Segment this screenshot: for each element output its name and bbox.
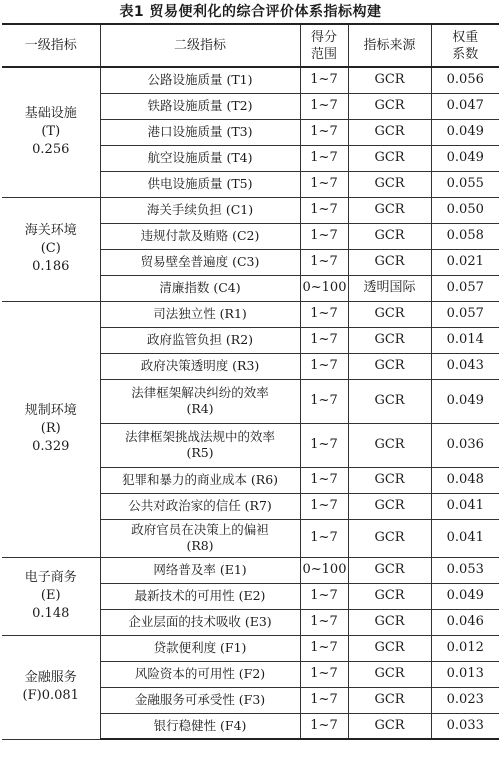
score-range: 1~7 [300, 687, 348, 713]
indicator-label [100, 301, 300, 327]
weight-coefficient: 0.048 [431, 467, 499, 493]
weight-coefficient: 0.050 [431, 197, 499, 223]
weight-coefficient: 0.047 [431, 93, 499, 119]
weight-coefficient: 0.041 [431, 493, 499, 519]
indicator-label [100, 353, 300, 379]
indicator-label-text: 违规付款及贿赂 (C2) [140, 228, 260, 243]
indicator-label [100, 423, 300, 467]
indicator-source: GCR [348, 249, 431, 275]
header-level1: 一级指标 [2, 24, 100, 67]
indicator-label [100, 635, 300, 661]
weight-coefficient: 0.049 [431, 583, 499, 609]
indicator-label [100, 119, 300, 145]
indicator-source: GCR [348, 197, 431, 223]
score-range: 1~7 [300, 223, 348, 249]
indicator-label-text: 航空设施质量 (T4) [147, 150, 253, 165]
score-range: 0~100 [300, 275, 348, 301]
indicator-source: GCR [348, 635, 431, 661]
score-range: 1~7 [300, 635, 348, 661]
header-level2: 二级指标 [100, 24, 300, 67]
weight-coefficient: 0.049 [431, 379, 499, 423]
group-label-text: 海关环境 (C) 0.186 [24, 223, 77, 274]
indicator-source: GCR [348, 145, 431, 171]
weight-coefficient: 0.046 [431, 609, 499, 635]
score-range: 1~7 [300, 67, 348, 93]
score-range: 1~7 [300, 423, 348, 467]
header-row [2, 24, 499, 67]
indicator-label [100, 661, 300, 687]
weight-coefficient: 0.057 [431, 301, 499, 327]
weight-coefficient: 0.033 [431, 713, 499, 739]
score-range: 1~7 [300, 583, 348, 609]
indicator-source: GCR [348, 519, 431, 557]
score-range: 1~7 [300, 661, 348, 687]
indicator-source: GCR [348, 609, 431, 635]
indicator-source: GCR [348, 171, 431, 197]
indicator-label-text: 法律框架挑战法规中的效率 (R5) [124, 429, 275, 460]
indicator-label [100, 275, 300, 301]
indicator-label-text: 法律框架解决纠纷的效率 (R4) [131, 385, 269, 416]
score-range: 1~7 [300, 301, 348, 327]
score-range: 1~7 [300, 171, 348, 197]
weight-coefficient: 0.043 [431, 353, 499, 379]
weight-coefficient: 0.013 [431, 661, 499, 687]
table-row [2, 301, 499, 327]
indicator-label [100, 467, 300, 493]
indicator-source: GCR [348, 353, 431, 379]
indicator-label-text: 公路设施质量 (T1) [147, 72, 253, 88]
indicator-source: GCR [348, 379, 431, 423]
indicator-label-text: 海关手续负担 (C1) [146, 202, 254, 217]
group-label [2, 635, 100, 739]
indicator-label [100, 197, 300, 223]
header-range-text: 得分 范围 [310, 29, 337, 62]
group-label [2, 67, 100, 197]
table-row [2, 67, 499, 93]
score-range: 1~7 [300, 713, 348, 739]
score-range: 1~7 [300, 327, 348, 353]
indicator-label [100, 67, 300, 93]
indicator-table [2, 23, 499, 740]
indicator-source: GCR [348, 119, 431, 145]
header-weight [431, 24, 499, 67]
score-range: 1~7 [300, 519, 348, 557]
weight-coefficient: 0.036 [431, 423, 499, 467]
indicator-label-text: 司法独立性 (R1) [153, 306, 247, 321]
indicator-label [100, 519, 300, 557]
table-body [2, 67, 499, 739]
indicator-label-text: 政府决策透明度 (R3) [140, 358, 260, 373]
weight-coefficient: 0.014 [431, 327, 499, 353]
score-range: 1~7 [300, 609, 348, 635]
indicator-label-text: 供电设施质量 (T5) [147, 176, 253, 191]
indicator-label [100, 379, 300, 423]
indicator-label-text: 网络普及率 (E1) [153, 562, 247, 577]
indicator-label-text: 贸易壁垒普遍度 (C3) [140, 254, 260, 269]
indicator-label-text: 政府监管负担 (R2) [146, 332, 254, 347]
indicator-source: GCR [348, 713, 431, 739]
indicator-label [100, 93, 300, 119]
indicator-label [100, 493, 300, 519]
indicator-label-text: 铁路设施质量 (T2) [147, 98, 253, 113]
score-range: 1~7 [300, 379, 348, 423]
score-range: 0~100 [300, 557, 348, 583]
table-header [2, 24, 499, 67]
group-label-text: 基础设施 (T) 0.256 [24, 106, 77, 158]
indicator-source: GCR [348, 301, 431, 327]
group-label [2, 197, 100, 301]
score-range: 1~7 [300, 197, 348, 223]
indicator-source: GCR [348, 557, 431, 583]
indicator-label [100, 327, 300, 353]
indicator-source: GCR [348, 327, 431, 353]
indicator-source: GCR [348, 467, 431, 493]
score-range: 1~7 [300, 145, 348, 171]
weight-coefficient: 0.049 [431, 119, 499, 145]
score-range: 1~7 [300, 353, 348, 379]
indicator-label-text: 企业层面的技术吸收 (E3) [128, 614, 272, 629]
indicator-label [100, 583, 300, 609]
indicator-source: GCR [348, 661, 431, 687]
indicator-label [100, 249, 300, 275]
group-label-text: 电子商务 (E) 0.148 [24, 570, 77, 621]
indicator-label-text: 公共对政治家的信任 (R7) [128, 498, 272, 513]
weight-coefficient: 0.057 [431, 275, 499, 301]
table-row [2, 557, 499, 583]
weight-coefficient: 0.058 [431, 223, 499, 249]
indicator-label [100, 609, 300, 635]
indicator-label-text: 风险资本的可用性 (F2) [134, 666, 266, 681]
indicator-label-text: 贷款便利度 (F1) [153, 640, 247, 655]
indicator-label [100, 145, 300, 171]
indicator-label-text: 犯罪和暴力的商业成本 (R6) [121, 472, 279, 487]
indicator-label [100, 223, 300, 249]
indicator-label [100, 687, 300, 713]
indicator-source: GCR [348, 67, 431, 93]
indicator-source: GCR [348, 583, 431, 609]
indicator-label-text: 政府官员在决策上的偏袒 (R8) [131, 522, 269, 553]
indicator-label [100, 557, 300, 583]
header-source: 指标来源 [348, 24, 431, 67]
group-label-text: 规制环境 (R) 0.329 [24, 403, 77, 454]
indicator-source: 透明国际 [348, 275, 431, 301]
indicator-source: GCR [348, 93, 431, 119]
group-label [2, 557, 100, 635]
indicator-label [100, 713, 300, 739]
indicator-label-text: 清廉指数 (C4) [159, 280, 241, 295]
score-range: 1~7 [300, 493, 348, 519]
group-label [2, 301, 100, 557]
weight-coefficient: 0.055 [431, 171, 499, 197]
indicator-label-text: 港口设施质量 (T3) [147, 124, 253, 139]
weight-coefficient: 0.053 [431, 557, 499, 583]
table-title: 表1 贸易便利化的综合评价体系指标构建 [119, 4, 382, 20]
indicator-source: GCR [348, 493, 431, 519]
table-row [2, 635, 499, 661]
indicator-label-text: 金融服务可承受性 (F3) [134, 692, 266, 707]
group-label-text: 金融服务 (F)0.081 [22, 670, 79, 703]
score-range: 1~7 [300, 467, 348, 493]
indicator-source: GCR [348, 423, 431, 467]
indicator-label [100, 171, 300, 197]
header-range [300, 24, 348, 67]
score-range: 1~7 [300, 119, 348, 145]
indicator-label-text: 银行稳健性 (F4) [153, 717, 247, 733]
weight-coefficient: 0.056 [431, 67, 499, 93]
score-range: 1~7 [300, 93, 348, 119]
weight-coefficient: 0.041 [431, 519, 499, 557]
weight-coefficient: 0.023 [431, 687, 499, 713]
header-weight-text: 权重 系数 [452, 29, 479, 62]
table-row [2, 197, 499, 223]
weight-coefficient: 0.012 [431, 635, 499, 661]
weight-coefficient: 0.049 [431, 145, 499, 171]
score-range: 1~7 [300, 249, 348, 275]
indicator-label-text: 最新技术的可用性 (E2) [134, 588, 266, 603]
indicator-source: GCR [348, 687, 431, 713]
weight-coefficient: 0.021 [431, 249, 499, 275]
indicator-source: GCR [348, 223, 431, 249]
